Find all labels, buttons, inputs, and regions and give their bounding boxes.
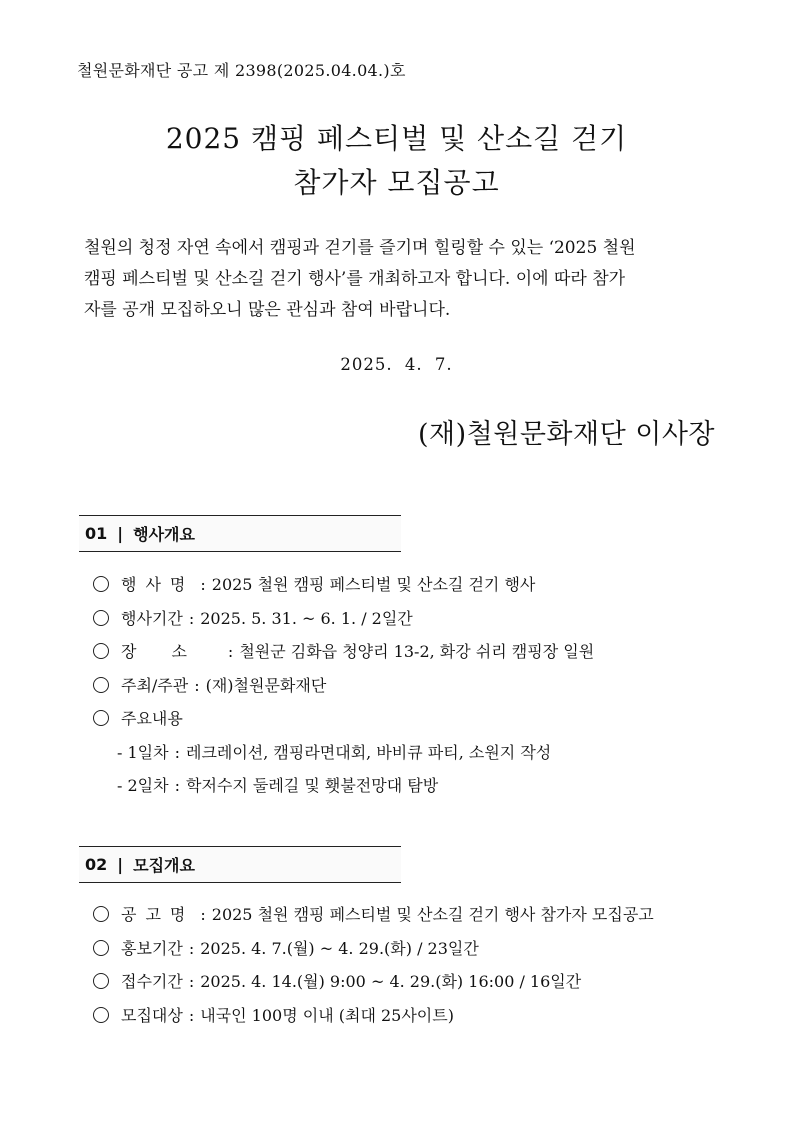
recruitment-list bbox=[93, 898, 654, 1032]
announcement-date: 2025. 4. 7. bbox=[340, 355, 453, 374]
item-value: 2025 철원 캠핑 페스티벌 및 산소길 걷기 행사 참가자 모집공고 bbox=[211, 905, 654, 924]
item-label: 공고명 bbox=[121, 905, 195, 924]
colon: : bbox=[188, 972, 195, 991]
list-item bbox=[93, 635, 594, 669]
sub-item-label: - 1일차 bbox=[117, 742, 169, 762]
intro-line: 캠핑 페스티벌 및 산소길 걷기 행사’를 개최하고자 합니다. 이에 따라 참가 bbox=[84, 269, 626, 289]
signer: (재)철원문화재단 이사장 bbox=[418, 419, 715, 450]
item-label: 홍보기간 bbox=[121, 938, 183, 958]
section-divider: | bbox=[117, 524, 124, 543]
list-item bbox=[93, 898, 654, 932]
colon: : bbox=[200, 905, 206, 924]
item-label: 행사명 bbox=[121, 575, 195, 594]
colon: : bbox=[200, 575, 206, 594]
list-item bbox=[93, 568, 594, 602]
page-title-line2: 참가자 모집공고 bbox=[293, 166, 500, 199]
item-label: 장소 bbox=[121, 642, 222, 661]
sub-list-item bbox=[93, 736, 594, 770]
item-value: (재)철원문화재단 bbox=[205, 675, 327, 695]
item-value: 내국인 100명 이내 (최대 25사이트) bbox=[200, 1005, 454, 1025]
colon: : bbox=[174, 776, 180, 795]
colon: : bbox=[227, 642, 234, 661]
colon: : bbox=[188, 608, 195, 628]
intro-line: 자를 공개 모집하오니 많은 관심과 참여 바랍니다. bbox=[84, 300, 451, 320]
page-title-line1: 2025 캠핑 페스티벌 및 산소길 걷기 bbox=[165, 122, 628, 155]
section-divider: | bbox=[117, 855, 124, 874]
item-label: 행사기간 bbox=[121, 608, 183, 628]
section-number: 01 bbox=[85, 524, 108, 543]
item-label: 모집대상 bbox=[121, 1005, 183, 1025]
circle-bullet-icon bbox=[93, 906, 109, 922]
intro-paragraph bbox=[84, 233, 724, 326]
item-value: 철원군 김화읍 청양리 13-2, 화강 쉬리 캠핑장 일원 bbox=[239, 642, 595, 661]
section-number: 02 bbox=[85, 855, 108, 874]
colon: : bbox=[174, 742, 180, 762]
item-value: 2025. 5. 31. ~ 6. 1. / 2일간 bbox=[200, 608, 413, 628]
colon: : bbox=[188, 1005, 195, 1025]
list-item bbox=[93, 702, 594, 736]
circle-bullet-icon bbox=[93, 710, 109, 726]
list-item bbox=[93, 999, 654, 1033]
overview-list bbox=[93, 568, 594, 803]
section-title: 행사개요 bbox=[133, 525, 195, 544]
circle-bullet-icon bbox=[93, 1007, 109, 1023]
sub-list-item bbox=[93, 769, 594, 803]
colon: : bbox=[188, 938, 195, 958]
list-item bbox=[93, 965, 654, 999]
section-header-overview bbox=[79, 515, 401, 552]
sub-item-value: 레크레이션, 캠핑라면대회, 바비큐 파티, 소원지 작성 bbox=[185, 742, 552, 762]
circle-bullet-icon bbox=[93, 610, 109, 626]
notice-number: 철원문화재단 공고 제 2398(2025.04.04.)호 bbox=[77, 61, 406, 80]
item-value: 2025 철원 캠핑 페스티벌 및 산소길 걷기 행사 bbox=[211, 575, 536, 594]
item-label: 주최/주관 bbox=[121, 675, 189, 695]
circle-bullet-icon bbox=[93, 576, 109, 592]
list-item bbox=[93, 669, 594, 703]
intro-line: 철원의 청정 자연 속에서 캠핑과 걷기를 즐기며 힐링할 수 있는 ‘2025 철원 bbox=[84, 238, 636, 258]
item-value: 2025. 4. 14.(월) 9:00 ~ 4. 29.(화) 16:00 / 16일간 bbox=[200, 972, 582, 991]
section-header-recruitment bbox=[79, 846, 401, 883]
colon: : bbox=[194, 675, 200, 695]
circle-bullet-icon bbox=[93, 677, 109, 693]
item-label: 주요내용 bbox=[121, 709, 183, 728]
circle-bullet-icon bbox=[93, 973, 109, 989]
item-value: 2025. 4. 7.(월) ~ 4. 29.(화) / 23일간 bbox=[200, 938, 479, 958]
item-label: 접수기간 bbox=[121, 972, 183, 991]
section-title: 모집개요 bbox=[133, 856, 195, 875]
sub-item-value: 학저수지 둘레길 및 횃불전망대 탐방 bbox=[185, 776, 439, 795]
list-item bbox=[93, 602, 594, 636]
sub-item-label: - 2일차 bbox=[117, 776, 169, 795]
circle-bullet-icon bbox=[93, 643, 109, 659]
circle-bullet-icon bbox=[93, 940, 109, 956]
list-item bbox=[93, 932, 654, 966]
